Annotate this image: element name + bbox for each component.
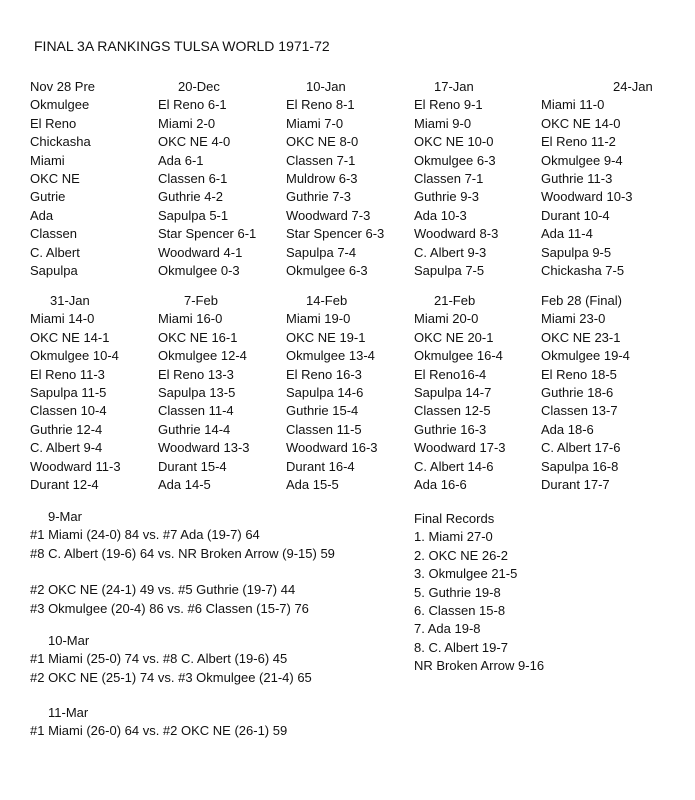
list-item: El Reno 13-3 [158,366,234,382]
list-item: Ada 15-5 [286,476,339,492]
column-header: 21-Feb [434,293,476,308]
list-item: Ada 11-4 [541,226,593,242]
list-item: Ada 14-5 [158,476,211,492]
list-item: Woodward 16-3 [286,440,378,456]
list-item: Guthrie 7-3 [286,189,352,205]
game-result: #1 Miami (26-0) 64 vs. #2 OKC NE (26-1) 59 [30,723,288,739]
list-item: Classen 12-5 [414,403,491,419]
ranking-column-feb14 [286,292,378,494]
list-item: El Reno 6-1 [158,97,227,113]
list-item: Guthrie 4-2 [158,189,224,205]
column-header: 14-Feb [306,293,348,308]
list-item: Sapulpa 7-5 [414,262,485,278]
list-item: OKC NE 20-1 [414,329,494,345]
list-item: Guthrie 15-4 [286,403,359,419]
games-date: 9-Mar [48,509,82,524]
list-item: Classen 13-7 [541,403,618,419]
column-header: 24-Jan [613,79,653,94]
game-result: #1 Miami (24-0) 84 vs. #7 Ada (19-7) 64 [30,527,260,543]
list-item: OKC NE 10-0 [414,134,494,150]
list-item: Durant 10-4 [541,207,610,223]
list-item: 5. Guthrie 19-8 [414,584,501,600]
list-item: Okmulgee 13-4 [286,348,375,364]
list-item: Durant 12-4 [30,476,99,492]
games-mar10 [30,632,312,687]
list-item: Sapulpa [30,262,78,278]
list-item: Okmulgee 6-3 [414,152,496,168]
list-item: El Reno 8-1 [286,97,355,113]
list-item: Woodward 11-3 [30,458,121,474]
list-item: Classen 6-1 [158,170,228,186]
list-item: El Reno 11-3 [30,366,105,382]
list-item: OKC NE [30,170,80,186]
list-item: Woodward 7-3 [286,207,371,223]
list-item: El Reno16-4 [414,366,487,382]
list-item: Chickasha [30,134,91,150]
column-header: Nov 28 Pre [30,79,96,94]
games-date: 11-Mar [48,705,89,720]
list-item: Durant 16-4 [286,458,355,474]
list-item: Sapulpa 16-8 [541,458,619,474]
list-item: Classen 10-4 [30,403,107,419]
list-item: Miami [30,152,65,168]
list-item: Miami 11-0 [541,97,605,113]
list-item: Miami 2-0 [158,115,216,131]
ranking-column-jan24 [541,78,653,280]
list-item: OKC NE 19-1 [286,329,366,345]
list-item: 2. OKC NE 26-2 [414,547,508,563]
list-item: Sapulpa 14-6 [286,384,364,400]
list-item: Sapulpa 9-5 [541,244,612,260]
list-item: Sapulpa 14-7 [414,384,492,400]
list-item: 7. Ada 19-8 [414,621,481,637]
list-item: OKC NE 8-0 [286,134,359,150]
list-item: Ada [30,207,54,223]
list-item: C. Albert 9-4 [30,440,103,456]
list-item: Classen 11-4 [158,403,234,419]
list-item: Okmulgee 16-4 [414,348,503,364]
list-item: Miami 19-0 [286,311,351,327]
final-records-title: Final Records [414,511,495,526]
list-item: Okmulgee 10-4 [30,348,119,364]
list-item: El Reno 16-3 [286,366,362,382]
list-item: OKC NE 23-1 [541,329,621,345]
list-item: C. Albert 17-6 [541,440,621,456]
list-item: Miami 16-0 [158,311,223,327]
games-date: 10-Mar [48,633,90,648]
list-item: Chickasha 7-5 [541,262,625,278]
list-item: El Reno 18-5 [541,366,617,382]
column-header: 7-Feb [184,293,218,308]
list-item: Miami 9-0 [414,115,472,131]
list-item: NR Broken Arrow 9-16 [414,658,545,674]
column-header: 17-Jan [434,79,474,94]
list-item: Classen 7-1 [286,152,356,168]
game-result: #8 C. Albert (19-6) 64 vs. NR Broken Arrow (9-15) 59 [30,545,335,561]
ranking-column-jan10 [286,78,384,280]
ranking-column-nov28 [30,78,95,280]
list-item: Sapulpa 13-5 [158,384,236,400]
list-item: Ada 10-3 [414,207,467,223]
list-item: Miami 14-0 [30,311,95,327]
list-item: El Reno 11-2 [541,134,616,150]
list-item: Ada 18-6 [541,421,594,437]
list-item: Guthrie 16-3 [414,421,487,437]
list-item: Durant 15-4 [158,458,227,474]
list-item: OKC NE 4-0 [158,134,231,150]
list-item: Okmulgee [30,97,90,113]
list-item: C. Albert 14-6 [414,458,494,474]
ranking-column-feb28-final [541,292,630,494]
game-result: #2 OKC NE (24-1) 49 vs. #5 Guthrie (19-7) 44 [30,582,296,598]
game-result: #1 Miami (25-0) 74 vs. #8 C. Albert (19-6) 45 [30,651,288,667]
list-item: Woodward 13-3 [158,440,250,456]
list-item: Okmulgee 9-4 [541,152,623,168]
list-item: Guthrie 12-4 [30,421,103,437]
list-item: Gutrie [30,189,66,205]
list-item: Woodward 10-3 [541,189,633,205]
list-item: Woodward 8-3 [414,226,499,242]
column-header: 10-Jan [306,79,346,94]
list-item: Classen 7-1 [414,170,484,186]
list-item: Sapulpa 5-1 [158,207,229,223]
games-mar11 [30,704,287,741]
ranking-column-jan31 [30,292,121,494]
list-item: Ada 16-6 [414,476,467,492]
list-item: 1. Miami 27-0 [414,529,493,545]
list-item: Okmulgee 12-4 [158,348,247,364]
list-item: Miami 23-0 [541,311,606,327]
list-item: Guthrie 9-3 [414,189,480,205]
list-item: OKC NE 14-1 [30,329,110,345]
list-item: OKC NE 14-0 [541,115,621,131]
list-item: Classen 11-5 [286,421,362,437]
list-item: Miami 20-0 [414,311,479,327]
game-result: #3 Okmulgee (20-4) 86 vs. #6 Classen (15-7) 76 [30,600,309,616]
list-item: Sapulpa 11-5 [30,384,107,400]
list-item: Classen [30,226,77,242]
list-item: Woodward 17-3 [414,440,506,456]
column-header: 31-Jan [50,293,90,308]
list-item: C. Albert [30,244,80,260]
list-item: Guthrie 14-4 [158,421,231,437]
list-item: Star Spencer 6-3 [286,226,385,242]
list-item: OKC NE 16-1 [158,329,238,345]
list-item: El Reno 9-1 [414,97,483,113]
column-header: Feb 28 (Final) [541,293,622,308]
list-item: C. Albert 9-3 [414,244,487,260]
list-item: Guthrie 18-6 [541,384,614,400]
list-item: Woodward 4-1 [158,244,243,260]
list-item: Miami 7-0 [286,115,344,131]
list-item: Okmulgee 19-4 [541,348,630,364]
ranking-column-jan17 [414,78,498,280]
list-item: Sapulpa 7-4 [286,244,357,260]
list-item: Star Spencer 6-1 [158,226,257,242]
list-item: Guthrie 11-3 [541,170,613,186]
list-item: 8. C. Albert 19-7 [414,639,508,655]
list-item: Okmulgee 6-3 [286,262,368,278]
final-records [414,510,544,676]
ranking-column-feb21 [414,292,506,494]
games-mar9 [30,508,335,618]
ranking-column-feb7 [158,292,250,494]
ranking-column-dec20 [158,78,256,280]
list-item: 6. Classen 15-8 [414,603,506,619]
list-item: 3. Okmulgee 21-5 [414,566,518,582]
list-item: Okmulgee 0-3 [158,262,240,278]
list-item: Muldrow 6-3 [286,170,358,186]
column-header: 20-Dec [178,79,220,94]
list-item: Durant 17-7 [541,476,610,492]
game-result: #2 OKC NE (25-1) 74 vs. #3 Okmulgee (21-4) 65 [30,669,312,685]
list-item: El Reno [30,115,77,131]
page-title: FINAL 3A RANKINGS TULSA WORLD 1971-72 [34,38,330,54]
list-item: Ada 6-1 [158,152,204,168]
